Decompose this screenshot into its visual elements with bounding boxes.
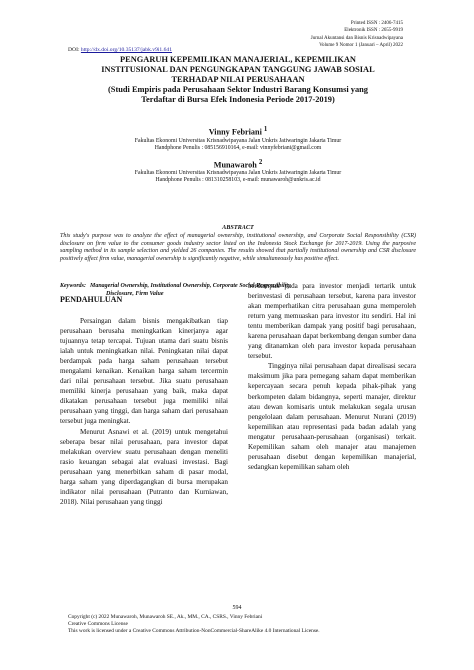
- author-affiliation: Fakultas Ekonomi Universitas Krisnadwipayana Jalan Unkris Jatiwaringin Jakarta Timur Handphone Penulis : 085156910164, e-mail: vinnyfebriani@gmail.com: [60, 138, 416, 152]
- journal-meta: [311, 20, 403, 50]
- keywords-line: Disclosure, Firm Value: [106, 290, 164, 297]
- page-number: 594: [232, 605, 242, 611]
- abstract-heading: ABSTRACT: [222, 224, 254, 231]
- author-name: Munawaroh $^2$: [213, 159, 263, 170]
- author-contact: Handphone Penulis : 081310258103, e-mail: munawaroh@unkris.ac.id: [155, 177, 321, 184]
- author-affiliation: Fakultas Ekonomi Universitas Krisnadwipayana Jalan Unkris Jatiwaringin Jakarta Timur Handphone Penulis : 081310258103, e-mail: munawaroh@unkris.ac.id: [60, 170, 416, 184]
- keywords-label: Keywords:: [60, 283, 86, 289]
- doi-label: DOI:: [68, 47, 80, 53]
- author-superscript: 1: [263, 126, 268, 133]
- body-paragraph: Persaingan dalam bisnis mengakibatkan tiap perusahaan berusaha meningkatkan kinerjanya agar tujuannya tetap tercapai. Tujuan utama dari suatu bisnis ialah untuk meningkatkan nilai. Peningkatan nilai dapat berdampak pada harga saham perusahaan tersebut mengalami kenaikan. Kenaikan harga saham tercermin dari nilai perusahaan tersebut. Jika suatu perusahaan memiliki kinerja perusahaan yang baik, maka dapat dikatakan perusahaan tersebut juga memiliki nilai perusahaan yang tinggi, dan harga saham dari perusahaan tersebut juga meningkat.: [60, 317, 228, 426]
- abstract-text: This study's purpose was to analyze the effect of managerial ownership, institutional ownership, and Corporate Social Responsibility (CSR) disclosure on firm value to the consumer goods industry sector listed on the Indonesia Stock Exchange for 2017-2019. Using the purposive sampling method in its sample selection and yielded 26 companies. The results showed that partially institutional ownership and CSR disclosure positively affect firm value, managerial ownership is significantly negative, while simultaneously has positive effect.: [60, 233, 416, 262]
- license-name: Creative Commons License: [68, 621, 128, 627]
- print-issn: Printed ISSN : 2406-7415: [350, 21, 403, 26]
- title-line: TERHADAP NILAI PERUSAHAAN: [171, 75, 305, 84]
- subtitle-line: (Studi Empiris pada Perusahaan Sektor Industri Barang Konsumsi yang: [108, 85, 368, 94]
- copyright-footer: [68, 614, 448, 635]
- journal-volume: Volume 9 Nomor 1 (Januari – April) 2022: [319, 43, 403, 49]
- title-line: PENGARUH KEPEMILIKAN MANAJERIAL, KEPEMILIKAN: [120, 55, 356, 64]
- author-contact: Handphone Penulis : 085156910164, e-mail: vinnyfebriani@gmail.com: [154, 145, 322, 152]
- body-paragraph: Tingginya nilai perusahaan dapat direalisasi secara maksimum jika para pemegang saham dapat memberikan kepercayaan secara penuh kepada pihak-pihak yang berkompeten dalam bidangnya, seperti manajer, direktur atau dewan komisaris untuk melakukan segala urusan pengelolaan dalam perusahaan. Menurut Nurani (2019) kepemilikan atau representasi pada badan adalah yang mengatur perusahaan-perusahaan (organisasi) terkait. Kepemilikan saham oleh manajer atau manajemen perusahaan disebut dengan kepemilikan manajerial, sedangkan kepemilikan saham oleh: [248, 362, 416, 471]
- paper-subtitle: [60, 85, 416, 105]
- doi-link[interactable]: http://dx.doi.org/10.35137/jabk.v9i1.641: [80, 47, 173, 53]
- electronic-issn: Elektronik ISSN : 2655-9919: [344, 28, 403, 34]
- license-statement: This work is licensed under a Creative Commons Attribution-NonCommercial-ShareAlike 4.0 International License.: [68, 628, 320, 634]
- doi-line: [68, 47, 172, 53]
- paper-title: [60, 55, 416, 105]
- title-line: INSTITUSIONAL DAN PENGUNGKAPAN TANGGUNG JAWAB SOSIAL: [101, 65, 375, 74]
- keywords-line: Managerial Ownership, Institutional Ownership, Corporate Social Responsibility: [90, 283, 291, 289]
- body-column-left: [60, 316, 228, 507]
- journal-name: Jurnal Akuntansi dan Bisnis Krisnadwipayana: [310, 35, 403, 41]
- author-name: Vinny Febriani $^1$: [208, 126, 268, 137]
- body-column-right: [248, 281, 416, 472]
- copyright-line: Copyright (c) 2022 Munawaroh, Munawaroh SE., Ak., MM., CA., CSRS., Vinny Febriani: [68, 614, 263, 620]
- body-paragraph: berdampak pada para investor menjadi tertarik untuk berinvestasi di perusahaan tersebut, karena para investor akan memperhatikan citra perusahaan guna memperoleh return yang memuaskan para investor itu sendiri. Hal ini tentu memberikan dampak yang positif bagi perusahaan, karena perusahaan dapat berkembang dengan sumber dana yang ditanamkan oleh para investor kepada perusahaan tersebut.: [248, 282, 416, 361]
- body-paragraph: Menurut Asnawi et al. (2019) untuk mengetahui seberapa besar nilai perusahaan, para investor dapat melakukan overview suatu perusahaan dengan meneliti rasio keuangan sebagai alat evaluasi investasi. Bagi perusahaan yang menerbitkan saham di pasar modal, harga saham yang diperdagangkan di bursa merupakan indikator nilai perusahaan (Putranto dan Kurniawan, 2018). Nilai perusahaan yang tinggi: [60, 427, 228, 506]
- author-superscript: 2: [258, 159, 263, 166]
- subtitle-line: Terdaftar di Bursa Efek Indonesia Periode 2017-2019): [141, 95, 335, 104]
- section-heading: PENDAHULUAN: [60, 295, 123, 304]
